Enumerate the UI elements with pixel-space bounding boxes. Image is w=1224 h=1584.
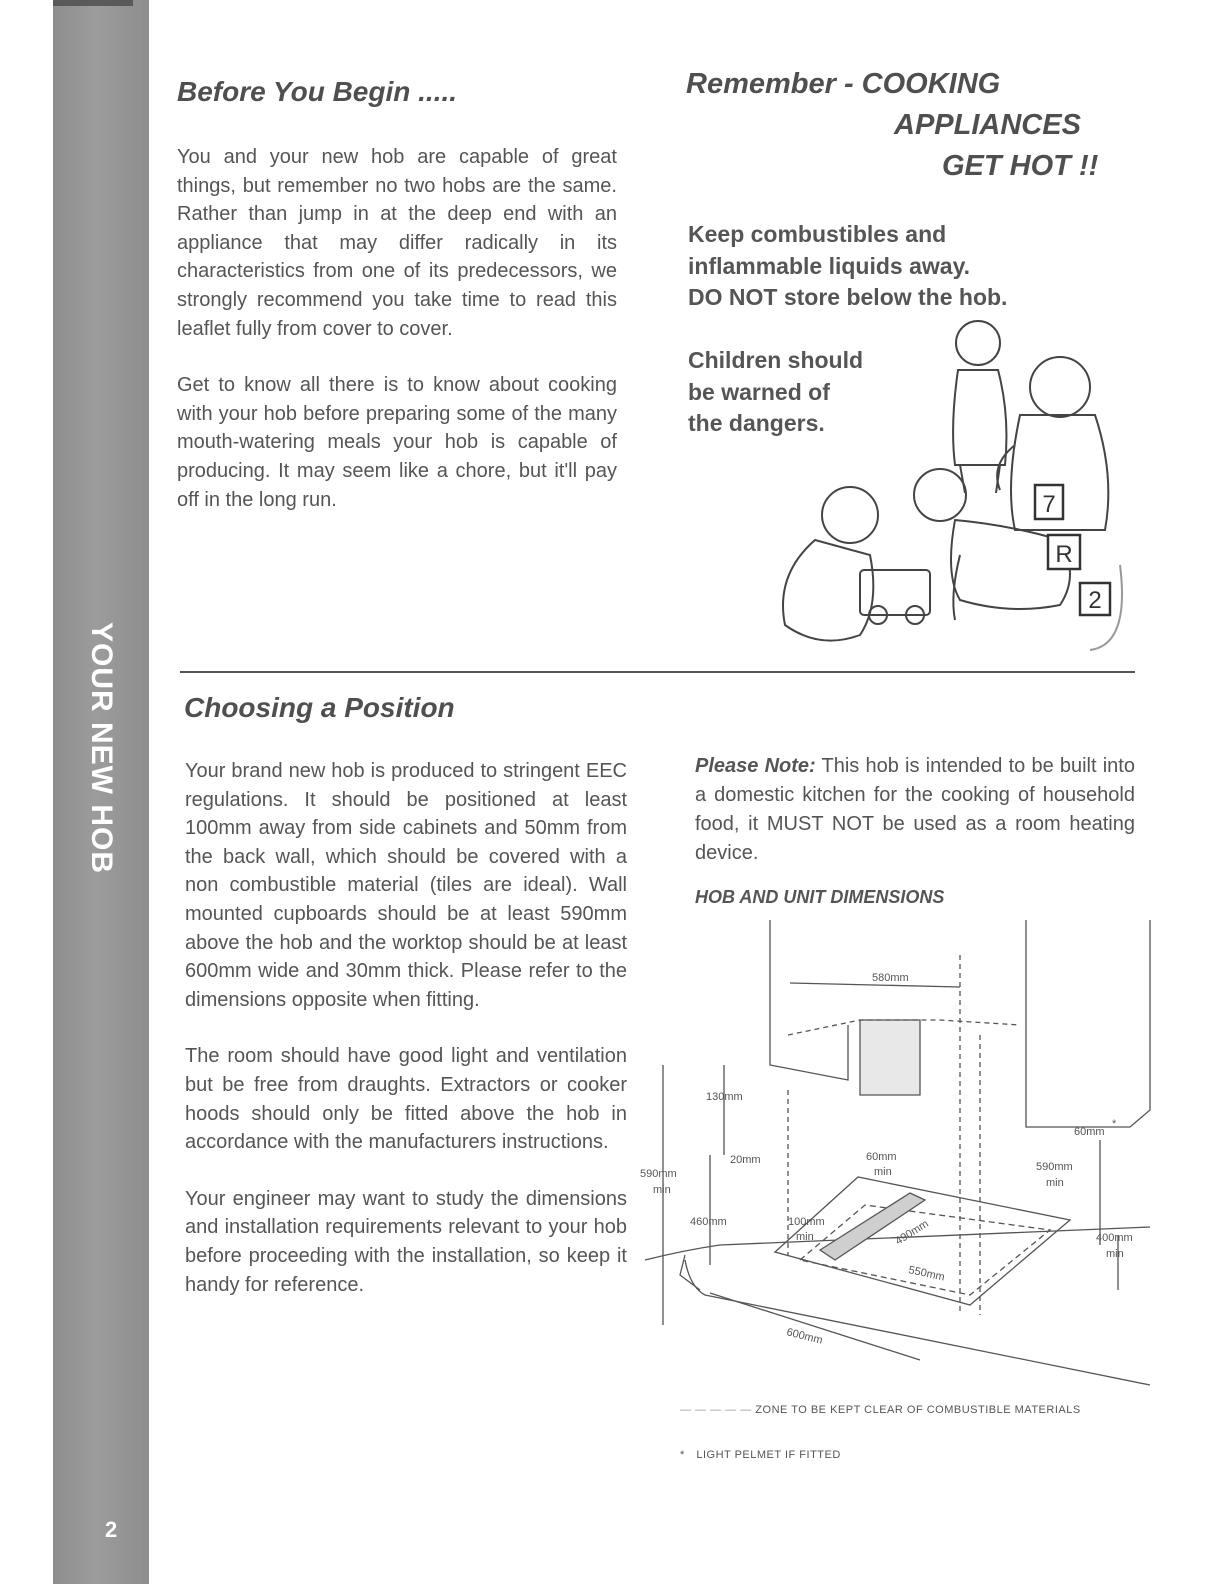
before-body <box>177 143 617 542</box>
label-100: 100mm <box>788 1216 825 1228</box>
remember-line-1: Remember - COOKING <box>686 68 1001 100</box>
label-550: 550mm <box>907 1264 946 1284</box>
before-paragraph-2: Get to know all there is to know about cooking with your hob before preparing some of the many mouth-watering meals your hob is capable of producing. It may seem like a chore, but it'll pay off in the long run. <box>177 374 617 511</box>
label-130: 130mm <box>706 1091 743 1103</box>
position-body <box>185 757 627 1327</box>
label-min: min <box>796 1231 814 1243</box>
label-20: 20mm <box>730 1154 761 1166</box>
worktop-edge <box>680 1255 700 1290</box>
children-line: be warned of <box>688 378 830 405</box>
label-60-top: 60mm <box>866 1151 897 1163</box>
legend-dash: — — — — — <box>680 1404 752 1416</box>
child-head <box>956 321 1000 365</box>
label-star: * <box>1112 1118 1117 1130</box>
label-min: min <box>874 1166 892 1178</box>
remember-line-2: APPLIANCES <box>894 109 1081 141</box>
position-heading: Choosing a Position <box>184 692 455 723</box>
child-head <box>914 469 966 521</box>
left-wall-cabinet <box>770 920 848 1080</box>
label-min: min <box>653 1184 671 1196</box>
child-body <box>953 370 1006 465</box>
before-paragraph-1: You and your new hob are capable of great things, but remember no two hobs are the same. Rather than jump in at the deep end with an appliance that may differ radically in its characteristics from one of its predecessors, we strongly recommend you take time to read this leaflet fully from cover to cover. <box>177 146 617 340</box>
combustibles-warning <box>688 219 1007 314</box>
label-min: min <box>1046 1177 1064 1189</box>
please-note-text: This hob is intended to be built into a domestic kitchen for the cooking of household food, it MUST NOT be used as a room heating device. <box>695 755 1135 864</box>
children-line: Children should <box>688 347 864 373</box>
please-note-label: Please Note: <box>695 755 816 777</box>
position-paragraph-2: The room should have good light and ventilation but be free from draughts. Extractors or cooker hoods should only be fitted above the hob in accordance with the manufacturers instructions. <box>185 1045 627 1154</box>
child-arm <box>953 555 960 620</box>
warning-line: Keep combustibles and <box>688 221 947 247</box>
block-label: R <box>1055 541 1073 568</box>
section-divider <box>180 671 1135 673</box>
worktop-front <box>685 1260 1150 1385</box>
diagram-title: HOB AND UNIT DIMENSIONS <box>695 887 945 907</box>
children-line: the dangers. <box>688 410 825 436</box>
label-490: 490mm <box>893 1217 931 1248</box>
legend-pelmet-text: LIGHT PELMET IF FITTED <box>696 1449 841 1461</box>
child-head <box>822 487 878 543</box>
legend-pelmet <box>680 1449 841 1461</box>
remember-line-3: GET HOT !! <box>942 150 1099 182</box>
label-580: 580mm <box>872 972 909 984</box>
child-head <box>1030 357 1090 417</box>
children-illustration <box>760 315 1140 665</box>
legend-star: * <box>680 1449 685 1461</box>
block-label: 2 <box>1088 587 1102 614</box>
block-label: 7 <box>1042 491 1056 518</box>
legend-zone <box>680 1404 1081 1416</box>
position-paragraph-1: Your brand new hob is produced to stringent EEC regulations. It should be positioned at least 100mm away from side cabinets and 50mm from the back wall, which should be covered with a non combustible material (tiles are ideal). Wall mounted cupboards should be at least 590mm above the hob and the worktop should be at least 600mm wide and 30mm thick. Please refer to the dimensions opposite when fitting. <box>185 760 627 1011</box>
label-590-right: 590mm <box>1036 1161 1073 1173</box>
legend-zone-text: ZONE TO BE KEPT CLEAR OF COMBUSTIBLE MATERIALS <box>755 1404 1081 1416</box>
position-paragraph-3: Your engineer may want to study the dimensions and installation requirements relevant to your hob before proceeding with the installation, so keep it handy for reference. <box>185 1187 627 1296</box>
label-min: min <box>1106 1248 1124 1260</box>
page-number: 2 <box>105 1517 118 1542</box>
dim-600 <box>710 1293 920 1360</box>
pelmet-box <box>860 1020 920 1095</box>
top-rule <box>53 0 133 6</box>
please-note <box>695 752 1135 868</box>
label-590-left: 590mm <box>640 1168 677 1180</box>
right-wall-cabinet <box>1026 920 1150 1127</box>
label-60-right: 60mm <box>1074 1126 1105 1138</box>
label-600: 600mm <box>785 1326 824 1347</box>
before-heading: Before You Begin ..... <box>177 76 458 107</box>
label-460: 460mm <box>690 1216 727 1228</box>
label-400: 400mm <box>1096 1232 1133 1244</box>
warning-line: DO NOT store below the hob. <box>688 284 1008 310</box>
dimensions-diagram <box>640 915 1160 1395</box>
sidebar-title: YOUR NEW HOB <box>85 622 118 874</box>
warning-line: inflammable liquids away. <box>688 252 971 279</box>
